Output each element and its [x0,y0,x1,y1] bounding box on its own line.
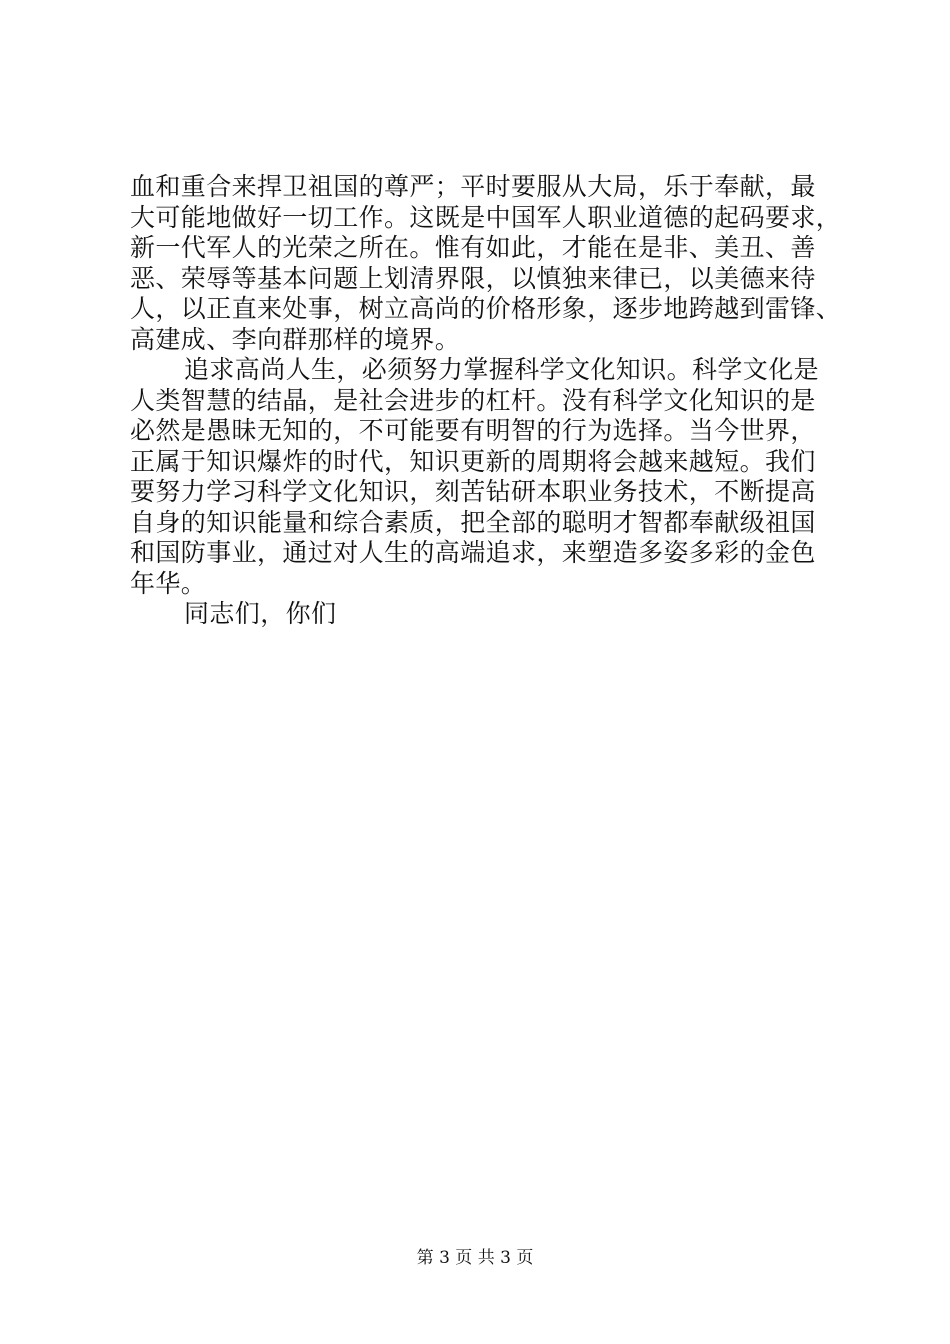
text-line-11: 要努力学习科学文化知识，刻苦钻研本职业务技术，不断提高 [130,477,816,506]
page-number-label: 第 3 页 共 3 页 [416,1248,534,1268]
text-line-1: 血和重合来捍卫祖国的尊严；平时要服从大局，乐于奉献，最 [130,172,816,201]
text-line-6: 高建成、李向群那样的境界。 [130,324,461,354]
text-line-12: 自身的知识能量和综合素质，把全部的聪明才智都奉献级祖国 [130,507,816,537]
text-line-4: 恶、荣辱等基本问题上划清界限，以慎独来律已，以美德来待 [130,263,816,293]
text-line-10: 正属于知识爆炸的时代，知识更新的周期将会越来越短。我们 [130,446,816,476]
text-line-5: 人，以正直来处事，树立高尚的价格形象，逐步地跨越到雷锋、 [130,294,842,323]
text-line-14: 年华。 [130,568,207,598]
text-line-8: 人类智慧的结晶，是社会进步的杠杆。没有科学文化知识的是 [130,385,816,415]
text-line-3: 新一代军人的光荣之所在。惟有如此，才能在是非、美丑、善 [130,233,816,262]
page-footer [0,1243,950,1268]
body-text [130,172,842,630]
text-line-13: 和国防事业，通过对人生的高端追求，来塑造多姿多彩的金色 [130,538,816,567]
text-line-7: 追求高尚人生，必须努力掌握科学文化知识。科学文化是 [184,355,820,384]
text-line-9: 必然是愚昧无知的，不可能要有明智的行为选择。当今世界， [130,416,816,445]
text-line-15: 同志们，你们 [184,599,337,628]
text-line-2: 大可能地做好一切工作。这既是中国军人职业道德的起码要求， [130,202,842,232]
